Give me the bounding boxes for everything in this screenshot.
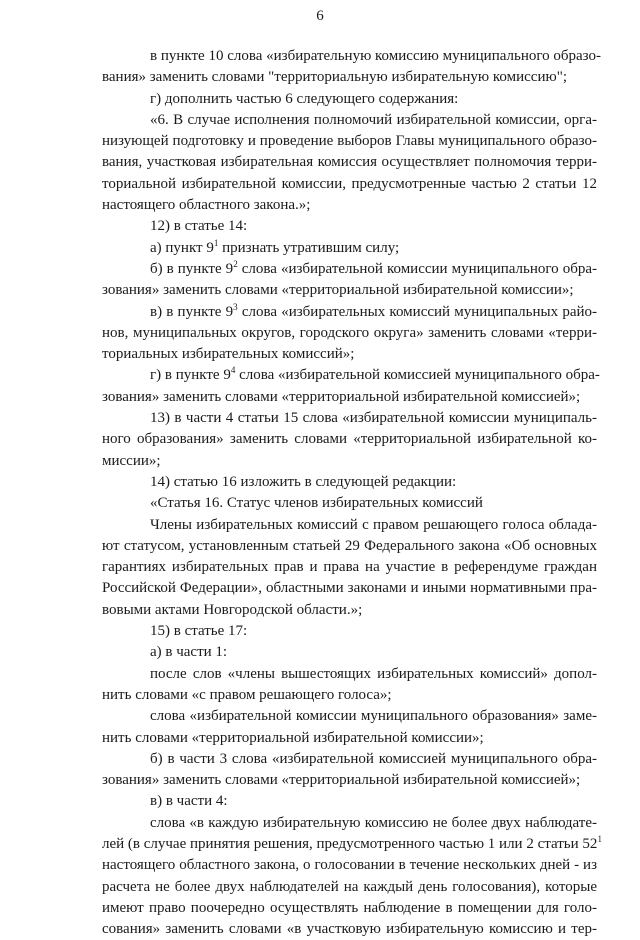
text-line: [102, 919, 597, 940]
line-text: слова «избирательной комиссии муниципального образования» заме-: [150, 708, 597, 725]
line-text-after: слова «избирательной комиссии муниципального обра-: [237, 260, 597, 277]
line-text: слова «в каждую избирательную комиссию не более двух наблюдате-: [150, 814, 597, 831]
text-line: [102, 46, 602, 67]
line-text: настоящего областного закона.»;: [102, 197, 311, 214]
text-line: [102, 216, 597, 237]
text-line: [102, 323, 597, 344]
line-text: 12) в статье 14:: [150, 218, 248, 235]
line-text: 13) в части 4 статьи 15 слова «избирательной комиссии муниципаль-: [150, 410, 597, 427]
superscript-number: 4: [230, 365, 236, 376]
text-line: [102, 131, 597, 152]
text-line: [102, 536, 597, 557]
text-line: [102, 642, 597, 663]
line-text: а) в части 1:: [150, 644, 228, 661]
text-line: [102, 749, 597, 770]
line-text: 15) в статье 17:: [150, 623, 248, 640]
text-line: [102, 728, 597, 749]
text-line: [102, 152, 597, 173]
line-text: настоящего областного закона, о голосовании в течение нескольких дней - из: [102, 857, 597, 874]
line-text: в пункте 10 слова «избирательную комиссию муниципального образо-: [150, 48, 602, 64]
line-text: Российской Федерации», областными законами и иными нормативными пра-: [102, 580, 597, 597]
superscript-number: 2: [233, 258, 238, 269]
line-text: вания, участковая избирательная комиссия осуществляет полномочия терри-: [102, 154, 597, 171]
line-text: зования» заменить словами «территориальной избирательной комиссии»;: [102, 282, 574, 299]
line-text-after: слова «избирательных комиссий муниципальных райо-: [237, 303, 597, 320]
text-line: [102, 451, 597, 472]
line-text: имеют право поочередно осуществлять наблюдение в помещении для голо-: [102, 899, 597, 916]
text-line: [102, 600, 597, 621]
line-text-after: признать утратившим силу;: [218, 239, 400, 256]
line-text: расчета не более двух наблюдателей на каждый день голосования), которые: [102, 878, 597, 895]
line-text: сования» заменить словами «в участковую избирательную комиссию и тер-: [102, 921, 597, 938]
text-line: [102, 408, 597, 429]
line-text: гарантиях избирательных прав и права на участие в референдуме граждан: [102, 559, 597, 576]
line-text: а) пункт 9: [150, 239, 214, 256]
text-line: [102, 280, 597, 301]
line-text: «6. В случае исполнения полномочий избирательной комиссии, орга-: [150, 111, 597, 128]
line-text: нов, муниципальных округов, городского округа» заменить словами «терри-: [102, 324, 597, 341]
text-line: [102, 578, 597, 599]
line-text: ют статусом, установленным статьей 29 Федерального закона «Об основных: [102, 537, 597, 554]
line-text: 14) статью 16 изложить в следующей редакции:: [150, 473, 457, 490]
text-line: [102, 493, 597, 514]
text-line: [102, 195, 597, 216]
text-line: [102, 898, 597, 919]
line-text: после слов «члены вышестоящих избирательных комиссий» допол-: [150, 665, 597, 682]
text-line: [102, 877, 597, 898]
line-text: зования» заменить словами «территориальной избирательной комиссией»;: [102, 772, 581, 789]
line-text: ториальной избирательной комиссии, предусмотренные частью 2 статьи 12: [102, 175, 597, 192]
line-text: ториальных избирательных комиссий»;: [102, 346, 355, 363]
text-line: [102, 855, 597, 876]
text-line: [102, 89, 597, 110]
text-line: [102, 387, 597, 408]
text-line: [102, 174, 597, 195]
line-text: миссии»;: [102, 452, 161, 469]
superscript-number: 1: [597, 833, 602, 844]
text-line: [102, 365, 600, 386]
line-text: г) дополнить частью 6 следующего содержания:: [150, 90, 459, 107]
line-text: вания» заменить словами "территориальную избирательную комиссию";: [102, 69, 567, 86]
superscript-number: 1: [213, 237, 219, 248]
superscript-number: 3: [233, 301, 238, 312]
line-text: ного образования» заменить словами «территориальной избирательной ко-: [102, 431, 597, 448]
text-line: [102, 472, 597, 493]
line-text: Члены избирательных комиссий с правом решающего голоса облада-: [150, 516, 597, 533]
line-text: г) в пункте 9: [150, 367, 231, 384]
text-line: [102, 813, 597, 834]
text-line: [102, 515, 597, 536]
text-line: [102, 833, 602, 855]
text-line: [102, 344, 597, 365]
line-text: «Статья 16. Статус членов избирательных комиссий: [150, 495, 483, 512]
line-text: в) в пункте 9: [150, 303, 234, 320]
line-text: зования» заменить словами «территориальной избирательной комиссией»;: [102, 388, 581, 405]
text-line: [102, 302, 597, 323]
line-text-after: слова «избирательной комиссией муниципального обра-: [235, 367, 600, 384]
line-text: вовыми актами Новгородской области.»;: [102, 601, 363, 618]
line-text: нить словами «с правом решающего голоса»;: [102, 686, 392, 703]
line-text: б) в части 3 слова «избирательной комиссией муниципального обра-: [150, 750, 597, 767]
text-line: [102, 664, 597, 685]
text-line: [102, 770, 597, 791]
text-line: [102, 791, 597, 812]
text-line: [102, 621, 597, 642]
page-number: 6: [316, 8, 324, 24]
text-line: [102, 429, 597, 450]
text-line: [102, 238, 597, 259]
text-line: [102, 706, 597, 727]
line-text: низующей подготовку и проведение выборов Главы муниципального образо-: [102, 133, 597, 150]
line-text: б) в пункте 9: [150, 260, 234, 277]
text-line: [102, 557, 597, 578]
text-line: [102, 259, 597, 280]
text-line: [102, 685, 597, 706]
document-body: [102, 46, 602, 940]
line-text: нить словами «территориальной избирательной комиссии»;: [102, 729, 484, 746]
line-text: в) в части 4:: [150, 793, 228, 810]
text-line: [102, 67, 597, 88]
line-text: лей (в случае принятия решения, предусмотренного частью 1 или 2 статьи 52: [102, 835, 598, 852]
text-line: [102, 110, 597, 131]
